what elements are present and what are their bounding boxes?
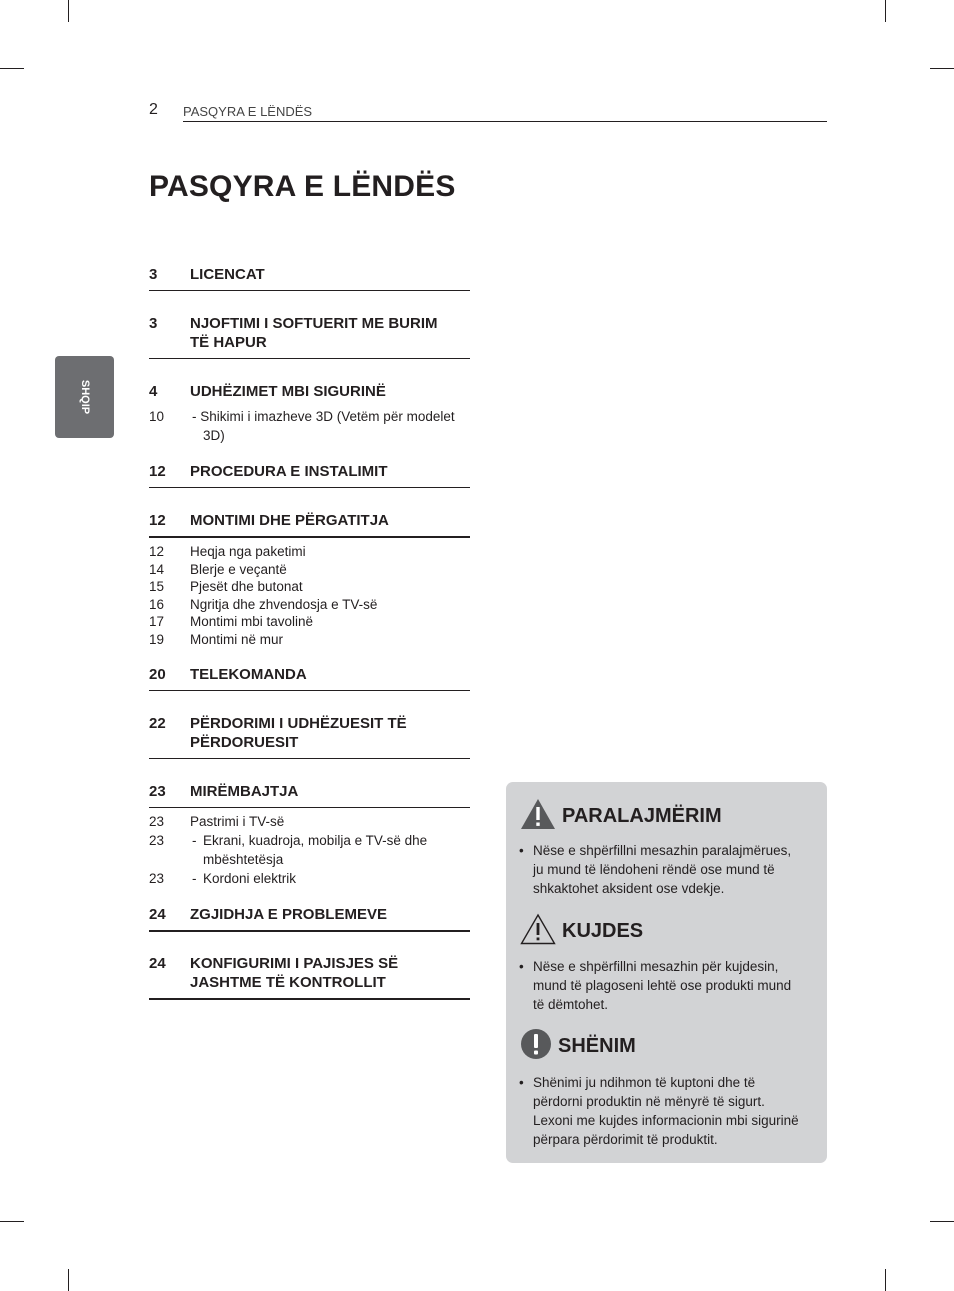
crop-mark <box>930 68 954 69</box>
toc-page-number: 19 <box>149 631 165 647</box>
note-heading <box>520 1028 636 1065</box>
toc-section-title: MIRËMBAJTJA <box>190 783 299 800</box>
toc-subitem-title-cont: 3D) <box>203 428 225 443</box>
toc-subitem-title: Pastrimi i TV-së <box>190 814 285 829</box>
safety-notice-box <box>506 782 827 1163</box>
toc-subitem-title: Montimi në mur <box>190 631 284 647</box>
toc-section-title: PROCEDURA E INSTALIMIT <box>190 463 388 480</box>
toc-section-title: TELEKOMANDA <box>190 666 307 683</box>
toc-page-number: 10 <box>149 409 165 424</box>
toc-subitem[interactable] <box>149 407 470 445</box>
warning-label: PARALAJMËRIM <box>562 805 722 827</box>
toc-subitem[interactable] <box>149 812 470 831</box>
toc-section-title: ZGJIDHJA E PROBLEMEVE <box>190 906 387 923</box>
crop-mark <box>885 0 886 22</box>
language-tab-label: SHQIP <box>79 379 91 415</box>
toc-subitem-title: Blerje e veçantë <box>190 561 287 577</box>
toc-subitem-title-cont: mbështetësja <box>203 852 284 867</box>
crop-mark <box>68 1269 69 1291</box>
warning-heading <box>520 798 722 835</box>
note-line: Lexoni me kujdes informacionin mbi sigurinë <box>533 1113 799 1128</box>
toc-page-number: 20 <box>149 666 166 683</box>
toc-section-title-cont: PËRDORUESIT <box>190 734 299 751</box>
toc-page-number: 24 <box>149 906 166 923</box>
toc-page-number: 23 <box>149 833 165 848</box>
toc-page-number: 3 <box>149 266 158 283</box>
toc-divider <box>149 998 470 1000</box>
toc-section-title: PËRDORIMI I UDHËZUESIT TË <box>190 715 407 732</box>
toc-section[interactable] <box>149 265 470 290</box>
crop-mark <box>0 68 24 69</box>
note-label: SHËNIM <box>558 1035 636 1057</box>
toc-section[interactable] <box>149 462 470 487</box>
warning-line: ju mund të lëndoheni rëndë ose mund të <box>533 862 775 877</box>
caution-outline-icon <box>520 913 556 950</box>
toc-subitem[interactable]: 23 - Ekrani, kuadroja, mobilja e TV-së dhe mbështetësja <box>149 833 428 867</box>
toc-page-number: 23 <box>149 814 165 829</box>
toc-section-title: KONFIGURIMI I PAJISJES SË <box>190 955 399 972</box>
toc-section[interactable] <box>149 905 470 930</box>
toc-subitem[interactable] <box>149 543 470 561</box>
toc-subitem-title: Pjesët dhe butonat <box>190 579 303 594</box>
note-line: përpara përdorimit të produktit. <box>533 1132 718 1147</box>
toc-page-number: 3 <box>149 315 158 332</box>
toc-page-number: 14 <box>149 561 165 577</box>
header-divider <box>183 121 827 122</box>
toc-page-number: 4 <box>149 383 158 400</box>
toc-subitem-title: Heqja nga paketimi <box>190 544 306 559</box>
caution-line: të dëmtohet. <box>533 997 609 1012</box>
toc-section[interactable] <box>149 714 470 758</box>
toc-section[interactable] <box>149 511 470 536</box>
language-tab <box>55 356 114 438</box>
toc-section-title: NJOFTIMI I SOFTUERIT ME BURIM <box>190 315 438 332</box>
note-line: përdorni produktin në mënyrë të sigurt. <box>533 1094 765 1109</box>
note-exclamation-icon <box>520 1028 552 1065</box>
warning-text: • Nëse e shpërfillni mesazhin paralajmërues, ju mund të lëndoheni rëndë ose mund të shkaktohet aksident ose vdekje. <box>519 843 792 896</box>
toc-subitem-title: - Shikimi i imazheve 3D (Vetëm për modelet <box>192 409 455 424</box>
caution-heading <box>520 913 643 950</box>
toc-page-number: 12 <box>149 463 166 480</box>
warning-line: Nëse e shpërfillni mesazhin paralajmërues, <box>533 843 792 858</box>
toc-subitem[interactable] <box>149 561 470 579</box>
toc-subitem[interactable] <box>149 578 470 596</box>
table-of-contents <box>149 265 470 1000</box>
warning-line: shkaktohet aksident ose vdekje. <box>533 881 725 896</box>
toc-page-number: 12 <box>149 544 165 559</box>
caution-text: • Nëse e shpërfillni mesazhin për kujdesin, mund të plagoseni lehtë ose produkti mund të dëmtohet. <box>519 959 792 1012</box>
caution-line: Nëse e shpërfillni mesazhin për kujdesin, <box>533 959 779 974</box>
toc-section[interactable] <box>149 954 470 998</box>
toc-subitem-title: Montimi mbi tavolinë <box>190 614 314 629</box>
toc-subitem-title: Ekrani, kuadroja, mobilja e TV-së dhe <box>203 833 428 848</box>
toc-section-title: UDHËZIMET MBI SIGURINË <box>190 383 386 400</box>
note-line: Shënimi ju ndihmon të kuptoni dhe të <box>533 1075 756 1090</box>
toc-section-title-cont: JASHTME TË KONTROLLIT <box>190 974 386 991</box>
toc-page-number: 15 <box>149 579 165 594</box>
toc-section[interactable] <box>149 665 470 690</box>
toc-subitem[interactable] <box>149 631 470 649</box>
running-title: PASQYRA E LËNDËS <box>183 104 313 119</box>
toc-page-number: 17 <box>149 614 165 629</box>
toc-page-number: 16 <box>149 596 165 612</box>
toc-page-number: 22 <box>149 715 166 732</box>
toc-section[interactable] <box>149 314 470 358</box>
toc-section-title-cont: TË HAPUR <box>190 334 267 351</box>
toc-subitem-title: Kordoni elektrik <box>203 871 297 886</box>
toc-page-number: 24 <box>149 955 166 972</box>
toc-subitem[interactable] <box>149 596 470 614</box>
toc-page-number: 23 <box>149 783 166 800</box>
caution-label: KUJDES <box>562 920 644 942</box>
toc-subitem[interactable]: 23 - Kordoni elektrik <box>149 871 297 886</box>
toc-subitem[interactable] <box>149 613 470 631</box>
crop-mark <box>68 0 69 22</box>
crop-mark <box>885 1269 886 1291</box>
toc-section[interactable] <box>149 782 470 807</box>
warning-filled-icon <box>520 798 556 835</box>
page-number: 2 <box>149 101 158 118</box>
toc-page-number: 23 <box>149 871 165 886</box>
toc-section-title: MONTIMI DHE PËRGATITJA <box>190 512 389 529</box>
caution-line: mund të plagoseni lehtë ose produkti mund <box>533 978 792 993</box>
toc-page-number: 12 <box>149 512 166 529</box>
toc-section-title: LICENCAT <box>190 266 265 283</box>
toc-section[interactable] <box>149 382 470 407</box>
crop-mark <box>0 1221 24 1222</box>
toc-subitem-title: Ngritja dhe zhvendosja e TV-së <box>190 596 378 612</box>
crop-mark <box>930 1221 954 1222</box>
note-text: • Shënimi ju ndihmon të kuptoni dhe të përdorni produktin në mënyrë të sigurt. Lexoni me kujdes informacionin mbi sigurinë përpara përdorimit të produktit. <box>519 1075 799 1147</box>
page-title: PASQYRA E LËNDËS <box>149 170 456 203</box>
